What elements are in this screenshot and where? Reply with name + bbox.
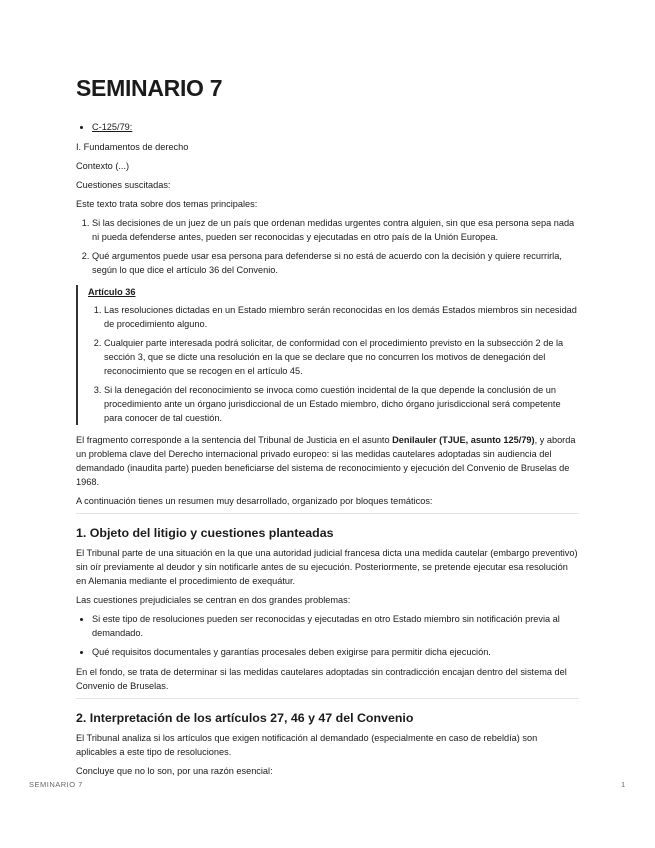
section-bullets (76, 612, 579, 659)
page-number: 1 (621, 780, 626, 789)
main-questions-list (76, 216, 579, 277)
article-title: Artículo 36 (88, 287, 136, 297)
list-item: 1. Si las decisiones de un juez de un país que ordenan medidas urgentes contra alguien, sin que esa persona sepa nada ni pueda defenderse antes, pueden ser reconocidas y ejecutadas en otro país de la Unión Europea. (92, 216, 579, 244)
fragment-text: El fragmento corresponde a la sentencia del Tribunal de Justicia en el asunto (76, 435, 393, 445)
fragment-text: , y aborda un problema clave del Derecho internacional privado europeo: si las medidas cautelares adoptadas sin audiencia del demandado (inaudita parte) pueden beneficiarse del sistema de reconocimiento y ejecución del Convenio de Bruselas de 1968. (76, 435, 576, 487)
intro-paragraph: I. Fundamentos de derecho (76, 142, 189, 152)
document-body (76, 70, 579, 783)
section-heading: 2. Interpretación de los artículos 27, 46 y 47 del Convenio (76, 711, 414, 725)
summary-intro: A continuación tienes un resumen muy desarrollado, organizado por bloques temáticos: (76, 496, 433, 506)
section-paragraph: Las cuestiones prejudiciales se centran en dos grandes problemas: (76, 595, 351, 605)
fragment-case-name: Denilauler (TJUE, asunto 125/79) (392, 435, 535, 445)
section-paragraph: El Tribunal parte de una situación en la que una autoridad judicial francesa dicta una medida cautelar (embargo preventivo) sin oír previamente al deudor y sin notificarle antes de su ejecución. Posteriormente, se pretende ejecutar esa resolución en Alemania mediante el procedimiento de exequátur. (76, 548, 578, 586)
divider (76, 513, 579, 514)
section-paragraph: El Tribunal analiza si los artículos que exigen notificación al demandado (especialmente en caso de rebeldía) son aplicables a este tipo de resoluciones. (76, 733, 538, 757)
intro-paragraph: Contexto (...) (76, 161, 130, 171)
intro-paragraph: Cuestiones suscitadas: (76, 180, 171, 190)
article-items-list (88, 303, 579, 425)
intro-paragraph: Este texto trata sobre dos temas principales: (76, 199, 258, 209)
list-item (92, 120, 579, 134)
divider (76, 698, 579, 699)
page-title: SEMINARIO 7 (76, 75, 223, 101)
section-paragraph: Concluye que no lo son, por una razón esencial: (76, 766, 273, 776)
article-quote (76, 285, 579, 425)
case-link[interactable]: C-125/79: (92, 122, 133, 132)
list-item: 2. Cualquier parte interesada podrá solicitar, de conformidad con el procedimiento previsto en la subsección 2 de la sección 3, que se dicte una resolución en la que se declare que no concurren los motivos de denegación del reconocimiento que se recogen en el artículo 45. (104, 336, 579, 378)
list-item: 2. Qué argumentos puede usar esa persona para defenderse si no está de acuerdo con la decisión y quiere recurrirla, según lo que dice el artículo 36 del Convenio. (92, 249, 579, 277)
list-item: • Si este tipo de resoluciones pueden ser reconocidas y ejecutadas en otro Estado miembro sin notificación previa al demandado. (92, 612, 579, 640)
section-paragraph: En el fondo, se trata de determinar si las medidas cautelares adoptadas sin contradicción encajan dentro del sistema del Convenio de Bruselas. (76, 667, 567, 691)
fragment-paragraph (76, 433, 579, 489)
list-item: • Qué requisitos documentales y garantías procesales deben exigirse para permitir dicha ejecución. (92, 645, 579, 659)
section-heading: 1. Objeto del litigio y cuestiones planteadas (76, 526, 334, 540)
case-link-list (76, 120, 579, 134)
list-item: 1. Las resoluciones dictadas en un Estado miembro serán reconocidas en los demás Estados miembros sin necesidad de procedimiento alguno. (104, 303, 579, 331)
footer-title: SEMINARIO 7 (29, 780, 83, 789)
list-item: 3. Si la denegación del reconocimiento se invoca como cuestión incidental de la que depende la conclusión de un procedimiento ante un órgano jurisdiccional de un Estado miembro, dicho órgano jurisdiccional será competente para conocer de tal cuestión. (104, 383, 579, 425)
